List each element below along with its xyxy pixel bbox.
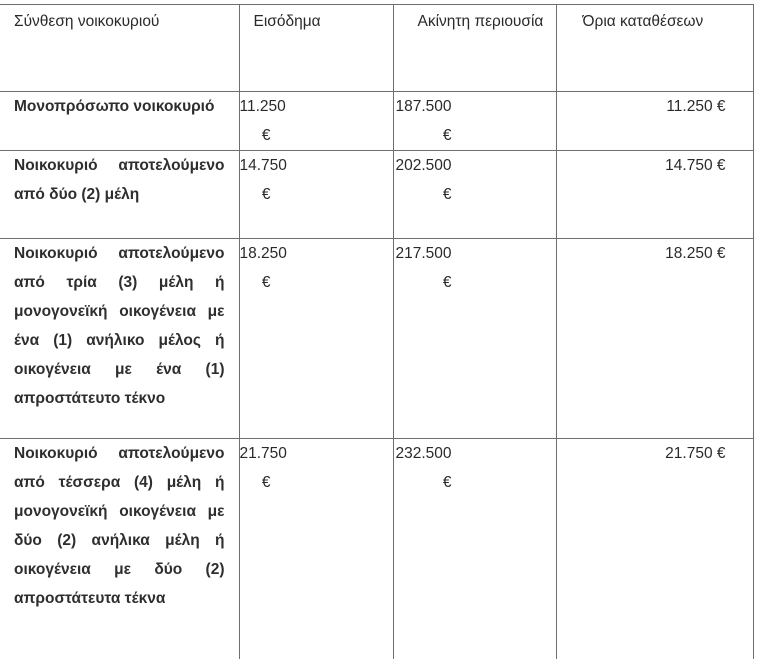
- deposit-limits-cell: 18.250 €: [556, 239, 753, 439]
- household-composition-cell: Νοικοκυριό αποτελούμενο από δύο (2) μέλη: [0, 151, 239, 239]
- real-estate-cell: 202.500 €: [393, 151, 556, 239]
- deposit-limits-cell: 21.750 €: [556, 439, 753, 659]
- table-row: [0, 439, 753, 659]
- deposit-limits-cell: 11.250 €: [556, 92, 753, 151]
- table-row: [0, 151, 753, 239]
- household-composition-cell: Νοικοκυριό αποτελούμενο από τέσσερα (4) μέλη ή μονογονεϊκή οικογένεια με δύο (2) ανήλικα μέλη ή οικογένεια με δύο (2) απροστάτευτα τέκνα: [0, 439, 239, 659]
- household-composition-cell: Μονοπρόσωπο νοικοκυριό: [0, 92, 239, 151]
- header-income: Εισόδημα: [239, 5, 393, 92]
- income-cell: 21.750 €: [239, 439, 393, 659]
- deposit-limits-cell: 14.750 €: [556, 151, 753, 239]
- header-deposit-limits: Όρια καταθέσεων: [556, 5, 753, 92]
- household-limits-table: [0, 4, 754, 659]
- income-cell: 18.250 €: [239, 239, 393, 439]
- header-household-composition: Σύνθεση νοικοκυριού: [0, 5, 239, 92]
- table-row: [0, 239, 753, 439]
- real-estate-cell: 187.500 €: [393, 92, 556, 151]
- income-cell: 11.250 €: [239, 92, 393, 151]
- header-real-estate: Ακίνητη περιουσία: [393, 5, 556, 92]
- table-header-row: [0, 5, 753, 92]
- income-cell: 14.750 €: [239, 151, 393, 239]
- household-composition-cell: Νοικοκυριό αποτελούμενο από τρία (3) μέλη ή μονογονεϊκή οικογένεια με ένα (1) ανήλικο μέλος ή οικογένεια με ένα (1) απροστάτευτο τέκνο: [0, 239, 239, 439]
- table-row: [0, 92, 753, 151]
- real-estate-cell: 232.500 €: [393, 439, 556, 659]
- real-estate-cell: 217.500 €: [393, 239, 556, 439]
